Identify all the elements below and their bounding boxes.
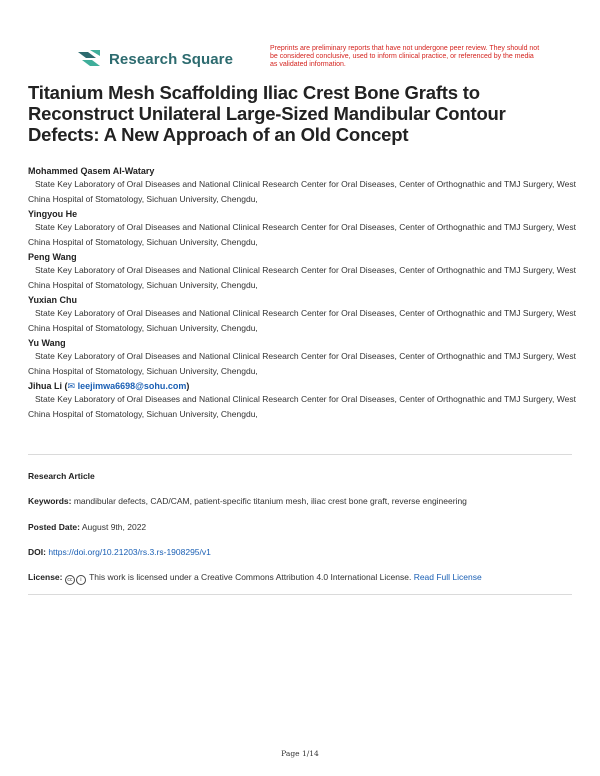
divider [28,454,572,455]
page-number: Page 1/14 [281,749,319,758]
author-name: Yu Wang [28,338,66,348]
author-list [28,165,576,423]
keywords: Keywords: mandibular defects, CAD/CAM, patient-specific titanium mesh, iliac crest bone graft, reverse engineering [28,496,467,506]
author-affiliation: State Key Laboratory of Oral Diseases and National Clinical Research Center for Oral Diseases, Center of Orthognathic and TMJ Surgery, West China Hospital of Stomatology, Sichuan University, Chengdu, [28,179,576,204]
author-email-link[interactable]: leejimwa6698@sohu.com [77,381,187,391]
posted-date: Posted Date: August 9th, 2022 [28,522,147,532]
header [0,0,600,80]
doi: DOI: https://doi.org/10.21203/rs.3.rs-1908295/v1 [28,547,211,557]
paper-title: Titanium Mesh Scaffolding Iliac Crest Bone Grafts to Reconstruct Unilateral Large-Sized Mandibular Contour Defects: A New Approach of an Old Concept [28,82,506,145]
email-icon: ✉ [67,381,76,391]
author-affiliation: State Key Laboratory of Oral Diseases and National Clinical Research Center for Oral Diseases, Center of Orthognathic and TMJ Surgery, West China Hospital of Stomatology, Sichuan University, Chengdu, [28,265,576,290]
cc-icon: cc [65,575,75,585]
author-name: Yuxian Chu [28,295,78,305]
preprint-disclaimer: Preprints are preliminary reports that have not undergone peer review. They should not be considered conclusive, used to inform clinical practice, or referenced by the media as validated information. [270,45,540,68]
divider [28,594,572,595]
article-type: Research Article [28,471,95,481]
corresponding-author: Jihua Li (✉ leejimwa6698@sohu.com) [28,381,190,391]
author-affiliation: State Key Laboratory of Oral Diseases and National Clinical Research Center for Oral Diseases, Center of Orthognathic and TMJ Surgery, West China Hospital of Stomatology, Sichuan University, Chengdu, [28,222,576,247]
author-name: Jihua Li [28,381,63,391]
research-square-logo[interactable] [76,48,233,70]
author-affiliation: State Key Laboratory of Oral Diseases and National Clinical Research Center for Oral Diseases, Center of Orthognathic and TMJ Surgery, West China Hospital of Stomatology, Sichuan University, Chengdu, [28,351,576,376]
doi-link[interactable]: https://doi.org/10.21203/rs.3.rs-1908295/v1 [48,547,211,557]
author-affiliation: State Key Laboratory of Oral Diseases and National Clinical Research Center for Oral Diseases, Center of Orthognathic and TMJ Surgery, West China Hospital of Stomatology, Sichuan University, Chengdu, [28,308,576,333]
author-name: Mohammed Qasem Al-Watary [28,166,155,176]
author-name: Peng Wang [28,252,77,262]
read-license-link[interactable]: Read Full License [413,572,482,582]
attribution-icon: i [76,575,86,585]
author-affiliation: State Key Laboratory of Oral Diseases and National Clinical Research Center for Oral Diseases, Center of Orthognathic and TMJ Surgery, West China Hospital of Stomatology, Sichuan University, Chengdu, [28,394,576,419]
research-square-logo-icon [76,48,102,70]
brand-name: Research Square [109,50,234,68]
license: License: cc i This work is licensed under a Creative Commons Attribution 4.0 International License. Read Full License [28,572,482,583]
author-name: Yingyou He [28,209,78,219]
